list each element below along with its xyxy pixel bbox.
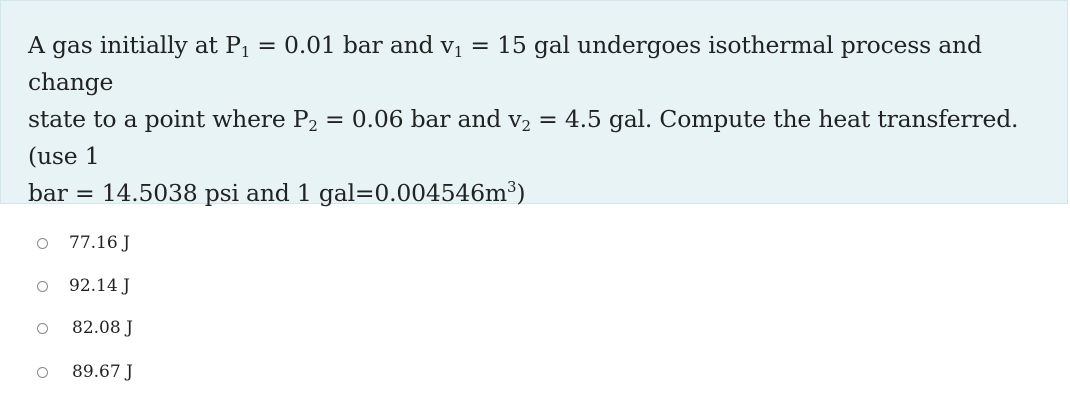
subscript: 1 (240, 43, 251, 61)
question-text-part: = 4.5 gal. Compute the heat transferred. (use 1 (28, 105, 1019, 170)
answer-option-1[interactable] (37, 230, 130, 256)
subscript: 2 (521, 117, 531, 135)
question-text-part: = 0.06 bar and v (317, 105, 522, 133)
subscript: 1 (453, 43, 464, 61)
radio-button[interactable] (37, 323, 48, 334)
radio-button[interactable] (37, 367, 48, 378)
answer-option-3[interactable] (37, 315, 133, 341)
radio-button[interactable] (37, 238, 48, 249)
question-text-part: state to a point where P (28, 105, 309, 133)
subscript: 2 (308, 117, 318, 135)
answer-option-label[interactable]: 82.08 J (72, 318, 133, 338)
answer-option-label[interactable]: 92.14 J (69, 276, 130, 296)
answer-option-label[interactable]: 89.67 J (72, 362, 133, 382)
question-text-part: A gas initially at P (28, 31, 241, 59)
answer-option-4[interactable] (37, 359, 133, 385)
question-text-part: bar = 14.5038 psi and 1 gal=0.004546m (28, 179, 508, 207)
question-text-part: = 0.01 bar and v (250, 31, 454, 59)
answer-options (0, 216, 1070, 409)
answer-option-label[interactable]: 77.16 J (69, 233, 130, 253)
radio-button[interactable] (37, 281, 48, 292)
superscript: 3 (507, 178, 517, 196)
answer-option-2[interactable] (37, 273, 130, 299)
question-text-part: ) (516, 179, 526, 207)
question-text (28, 27, 1058, 212)
question-text-part: = 15 gal undergoes isothermal process and change (28, 31, 982, 96)
